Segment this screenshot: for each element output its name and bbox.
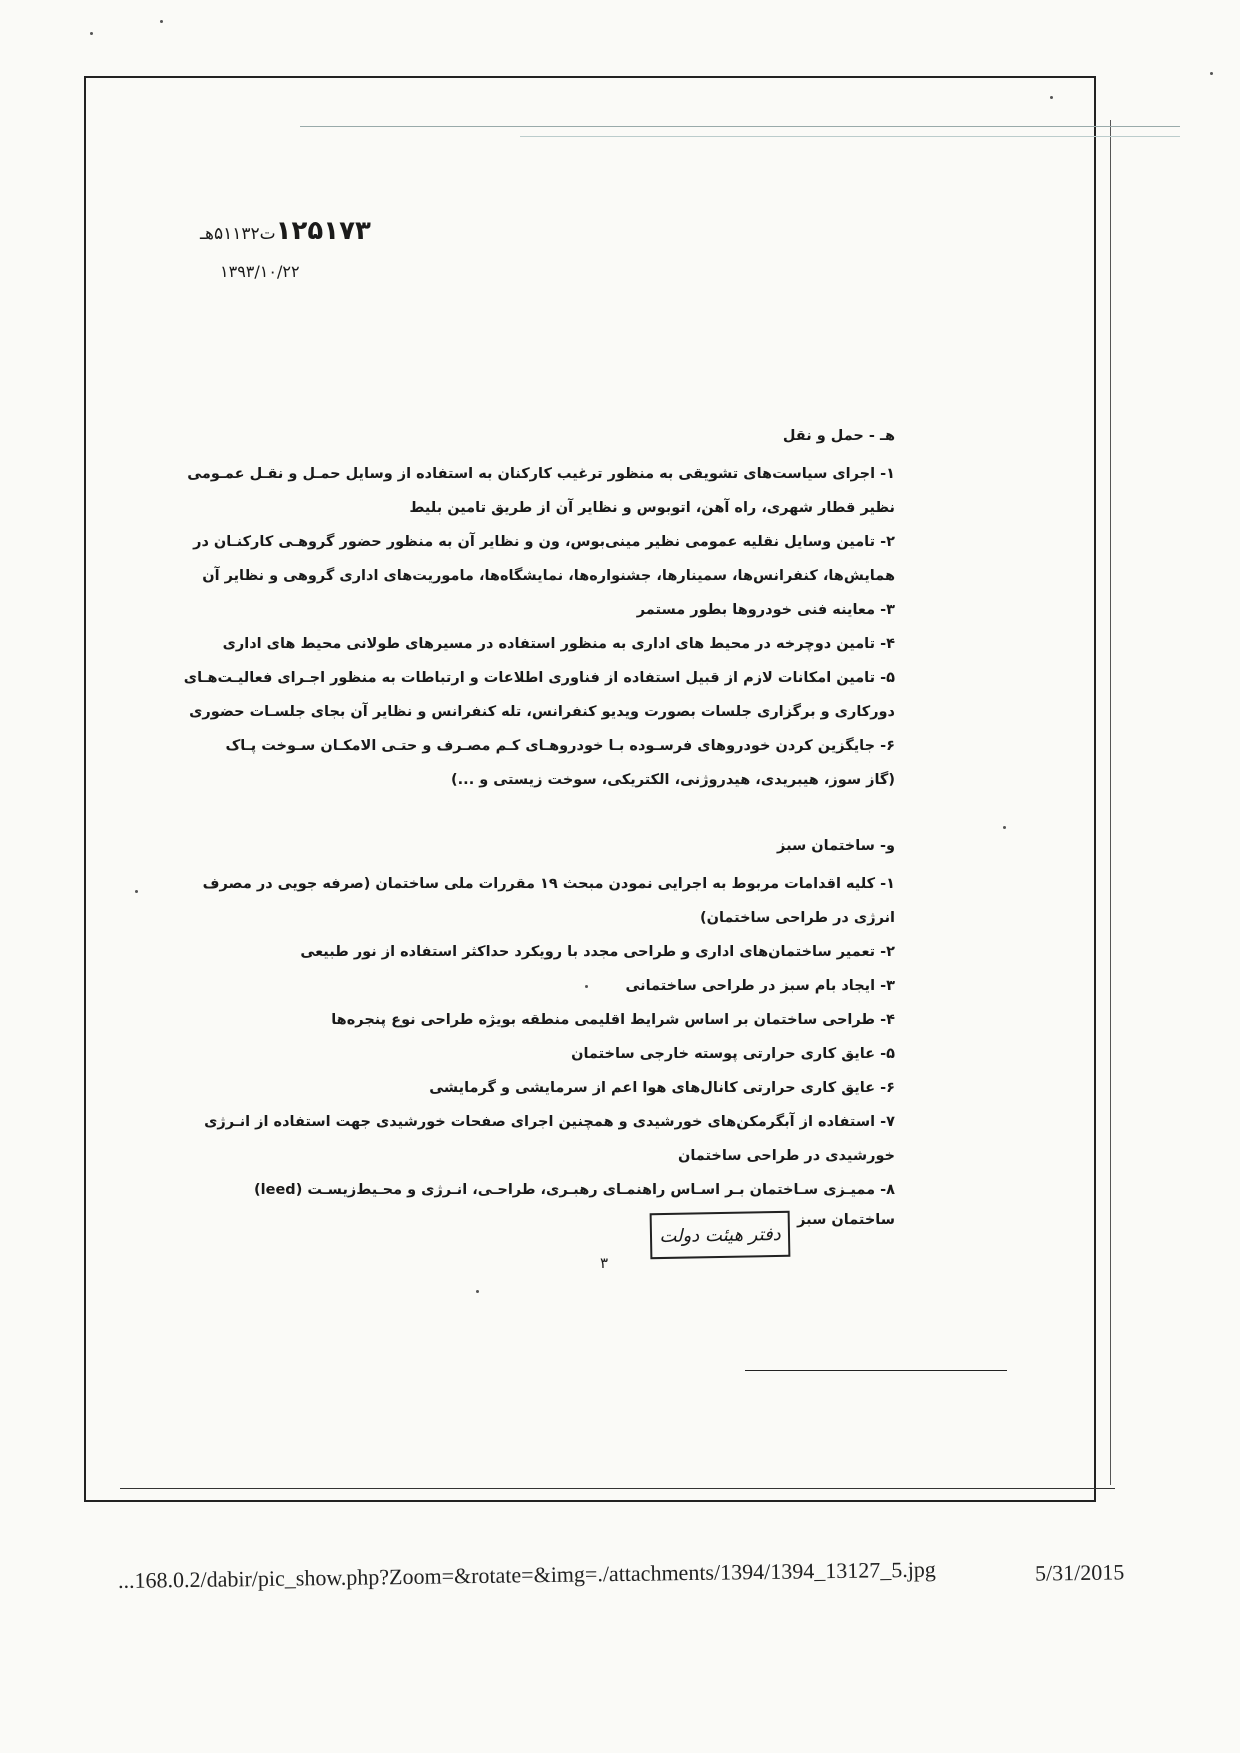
scan-speck	[585, 985, 588, 988]
scan-speck	[1210, 72, 1213, 75]
section-v-line: ۱- کلیه اقدامات مربوط به اجرایی نمودن مبحث ۱۹ مقررات ملی ساختمان (صرفه جویی در مصرف	[202, 876, 895, 892]
section-v-line: خورشیدی در طراحی ساختمان	[677, 1148, 895, 1164]
section-v-line: انرژی در طراحی ساختمان)	[699, 910, 895, 926]
section-h-line: دورکاری و برگزاری جلسات بصورت ویدیو کنفرانس، تله کنفرانس و نظایر آن بجای جلسـات حضوری	[189, 704, 895, 720]
scan-speck	[1003, 826, 1006, 829]
section-h-heading: هـ - حمل و نقل	[782, 428, 895, 444]
section-v-line: ۶- عایق کاری حرارتی کانال‌های هوا اعم از سرمایشی و گرمایشی	[429, 1080, 895, 1096]
section-h-line: ۱- اجرای سیاست‌های تشویقی به منظور ترغیب کارکنان به استفاده از وسایل حمـل و نقـل عمـومی	[187, 466, 895, 482]
section-v-line: ۷- استفاده از آبگرمکن‌های خورشیدی و همچنین اجرای صفحات خورشیدی جهت استفاده از انـرژی	[204, 1114, 895, 1130]
border-line-bottom	[120, 1488, 1115, 1489]
footer-url: ...168.0.2/dabir/pic_show.php?Zoom=&rotate=&img=./attachments/1394/1394_13127_5.jpg	[117, 1556, 937, 1593]
scan-speck	[476, 1290, 479, 1293]
reference-number-suffix: ت۵۱۱۳۲هـ	[200, 224, 276, 244]
page-border	[84, 76, 1096, 1502]
reference-date: ۱۳۹۳/۱۰/۲۲	[220, 262, 300, 281]
section-v-line: ساختمان سبز	[797, 1212, 895, 1228]
section-h-line: (گاز سوز، هیبریدی، هیدروژنی، الکتریکی، سوخت زیستی و ...)	[451, 772, 895, 788]
page-number: ۳	[600, 1254, 609, 1272]
scan-speck	[90, 32, 93, 35]
section-v-heading: و- ساختمان سبز	[777, 838, 895, 854]
section-v-line: ۳- ایجاد بام سبز در طراحی ساختمانی	[625, 978, 895, 994]
section-h-line: ۶- جایگزین کردن خودروهای فرسـوده بـا خودروهـای کـم مصـرف و حتـی الامکـان سـوخت پـاک	[225, 738, 895, 754]
section-h-line: ۳- معاینه فنی خودروها بطور مستمر	[636, 602, 895, 618]
scan-line	[520, 136, 1180, 137]
section-h-line: ۲- تامین وسایل نقلیه عمومی نظیر مینی‌بوس، ون و نظایر آن به منظور حضور گروهـی کارکنـان در	[193, 534, 895, 550]
border-line-right	[1110, 120, 1111, 1485]
scan-speck	[135, 890, 138, 893]
section-v-line: ۲- تعمیر ساختمان‌های اداری و طراحی مجدد با رویکرد حداکثر استفاده از نور طبیعی	[300, 944, 895, 960]
scan-line	[300, 126, 1180, 127]
section-h-line: ۴- تامین دوچرخه در محیط های اداری به منظور استفاده در مسیرهای طولانی محیط های اداری	[222, 636, 895, 652]
reference-number-main: ۱۲۵۱۷۳	[275, 216, 371, 246]
section-h-line: نظیر قطار شهری، راه آهن، اتوبوس و نظایر آن از طریق تامین بلیط	[409, 500, 895, 516]
scan-speck	[160, 20, 163, 23]
office-stamp: دفتر هیئت دولت	[650, 1211, 791, 1259]
scan-speck	[1050, 96, 1053, 99]
signature-line	[745, 1370, 1007, 1371]
section-v-line: ۸- ممیـزی سـاختمان بـر اسـاس راهنمـای رهبـری، طراحـی، انـرژی و محـیط‌زیسـت (leed)	[254, 1182, 895, 1198]
footer-date: 5/31/2015	[1034, 1559, 1125, 1586]
reference-number	[200, 216, 371, 246]
section-h-line: ۵- تامین امکانات لازم از قبیل استفاده از فناوری اطلاعات و ارتباطات به منظور اجـرای فعالیـت‌هـای	[183, 670, 895, 686]
section-h-line: همایش‌ها، کنفرانس‌ها، سمینارها، جشنواره‌ها، نمایشگاه‌ها، ماموریت‌های اداری گروهی و نظایر آن	[202, 568, 895, 584]
section-v-line: ۵- عایق کاری حرارتی پوسته خارجی ساختمان	[571, 1046, 895, 1062]
section-v-line: ۴- طراحی ساختمان بر اساس شرایط اقلیمی منطقه بویژه طراحی نوع پنجره‌ها	[331, 1012, 895, 1028]
